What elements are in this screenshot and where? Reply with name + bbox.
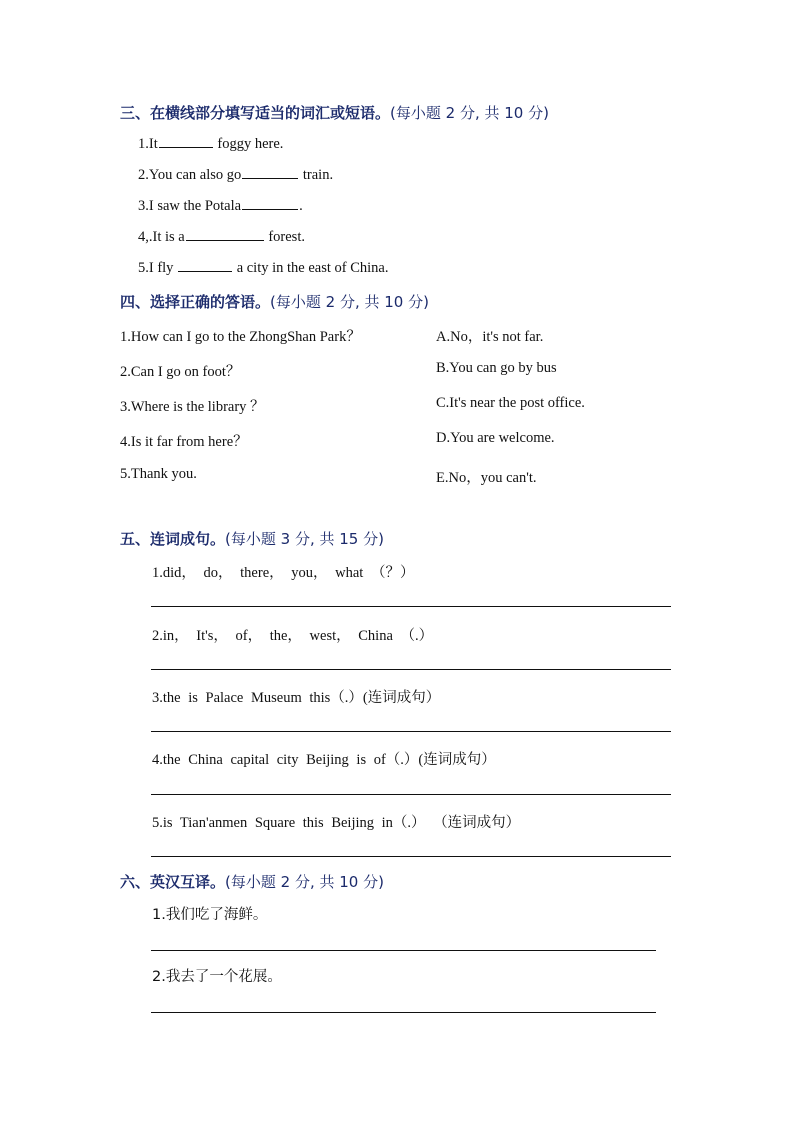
answer-blank[interactable] [159,146,213,148]
section3-note: (每小题 2 分, 共 10 分) [390,104,549,122]
item-text: a city in the east of China. [233,260,389,276]
section3-heading [120,102,549,123]
section5-title: 五、连词成句。 [120,530,226,548]
answer-line[interactable] [151,950,656,951]
answer-line[interactable] [151,669,671,670]
fill-blank-item-1 [138,136,283,153]
section4-title: 四、选择正确的答语。 [120,293,271,311]
translate-item-1: 1.我们吃了海鲜。 [152,907,268,923]
section4-heading [120,291,429,312]
sentence-item-4: 4.the China capital city Beijing is of（.）(连词成句） [152,752,496,768]
item-text: train. [299,167,334,183]
fill-blank-item-2 [138,167,333,184]
answer-blank[interactable] [242,177,298,179]
fill-blank-item-4 [138,229,305,246]
section5-note: (每小题 3 分, 共 15 分) [225,530,384,548]
answer-option-b: B.You can go by bus [436,360,557,376]
item-text: forest. [264,229,305,245]
answer-line[interactable] [151,856,671,857]
answer-line[interactable] [151,731,671,732]
section6-note: (每小题 2 分, 共 10 分) [225,873,384,891]
sentence-item-2: 2.in， It's， of， the， west， China （.） [152,628,434,644]
answer-option-a: A.No，it's not far. [436,329,544,345]
question-4: 4.Is it far from here？ [120,434,248,450]
sentence-item-5: 5.is Tian'anmen Square this Beijing in（.） （连词成句） [152,815,521,831]
item-text: 3.I saw the Potala [138,198,242,214]
item-text: foggy here. [213,136,284,152]
section3-title: 三、在横线部分填写适当的词汇或短语。 [120,104,391,122]
item-text: 5.I fly [138,260,178,276]
answer-blank[interactable] [242,208,298,210]
question-2: 2.Can I go on foot？ [120,364,241,380]
answer-blank[interactable] [178,270,232,272]
sentence-item-3: 3.the is Palace Museum this（.）(连词成句） [152,690,441,706]
question-3: 3.Where is the library ？ [120,399,265,415]
translate-item-2: 2.我去了一个花展。 [152,969,282,985]
fill-blank-item-3 [138,198,303,215]
section5-heading [120,528,384,549]
answer-line[interactable] [151,606,671,607]
question-5: 5.Thank you. [120,466,197,482]
question-1: 1.How can I go to the ZhongShan Park？ [120,329,361,345]
answer-line[interactable] [151,794,671,795]
item-text: 1.It [138,136,158,152]
fill-blank-item-5 [138,260,389,277]
section4-note: (每小题 2 分, 共 10 分) [270,293,429,311]
section6-heading [120,871,384,892]
answer-option-c: C.It's near the post office. [436,395,585,411]
sentence-item-1: 1.did， do， there， you， what （？） [152,565,415,581]
item-text: . [299,198,303,214]
answer-option-e: E.No，you can't. [436,470,537,486]
item-text: 4,.It is a [138,229,185,245]
section6-title: 六、英汉互译。 [120,873,226,891]
answer-line[interactable] [151,1012,656,1013]
answer-blank[interactable] [186,239,264,241]
item-text: 2.You can also go [138,167,242,183]
answer-option-d: D.You are welcome. [436,430,555,446]
